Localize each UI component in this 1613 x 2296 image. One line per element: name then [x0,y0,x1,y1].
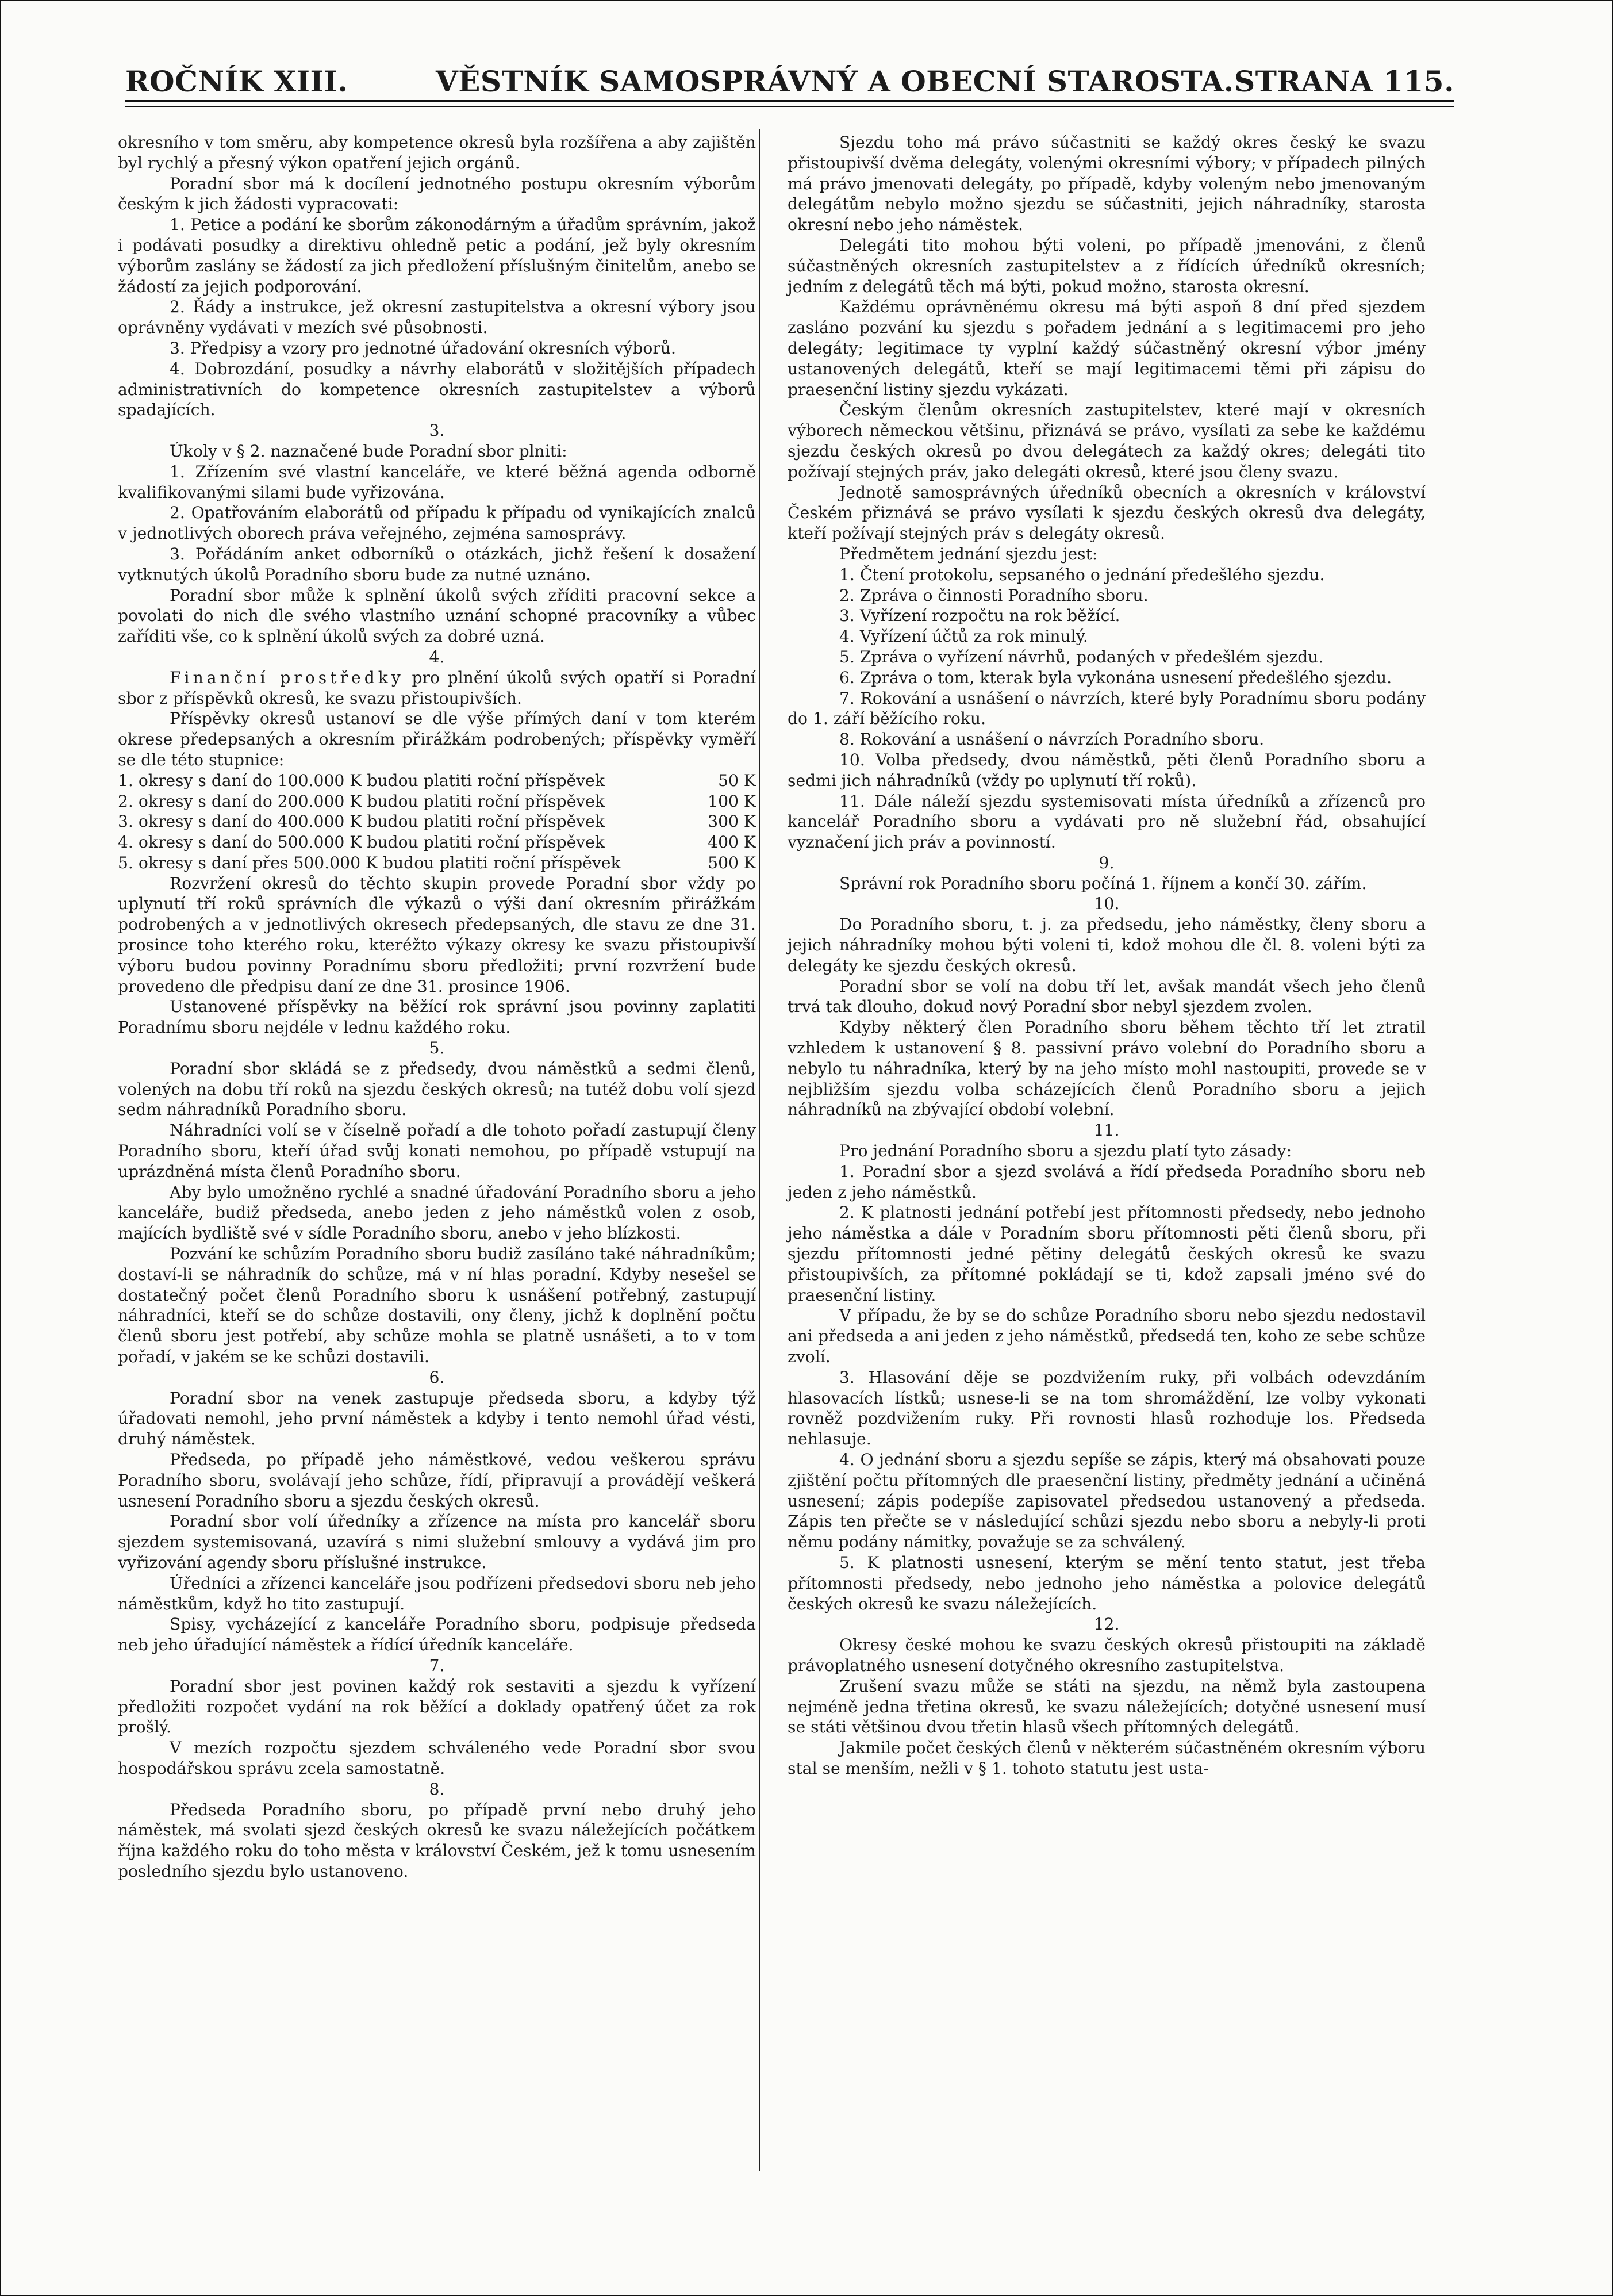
section-number: 5. [429,1038,445,1058]
paragraph-text: pro plnění úkolů svých opatří si Poradní sbor z příspěvků okresů, ke svazu přistoupivších. [118,668,756,708]
list-item: 1. Petice a podání ke sborům zákonodárným a úřadům správním, jakož i podávati posudky a direktivu ohledně petic a podání, jež byly okresním výborům zaslány se žádostí za jich předložení příslušným činitelům, anebo se žádostí za jejich podporování. [118,215,756,296]
paragraph: Jakmile počet českých členů v některém súčastněném okresním výboru stal se menším, nežli v § 1. tohoto statutu jest usta- [788,1738,1426,1778]
header-rule-thin [125,106,1454,107]
paragraph [118,668,756,709]
list-item: 10. Volba předsedy, dvou náměstků, pěti členů Poradního sboru a sedmi jich náhradníků (vždy po uplynutí tří roků). [788,750,1426,790]
paragraph: Správní rok Poradního sboru počíná 1. říjnem a končí 30. zářím. [839,873,1367,893]
list-item: 7. Rokování a usnášení o návrzích, které byly Poradnímu sboru podány do 1. září běžícího roku. [788,688,1426,729]
list-item: 5. Zpráva o vyřízení návrhů, podaných v předešlém sjezdu. [839,647,1324,666]
paragraph: Předseda, po případě jeho náměstkové, vedou veškerou správu Poradního sboru, svolávají jeho schůze, řídí, připravují a provádějí veškerá usnesení Poradního sboru a sjezdu českých okresů. [118,1450,756,1511]
list-item: 1. Poradní sbor a sjezd svolává a řídí předseda Poradního sboru neb jeden z jeho náměstků. [788,1162,1426,1202]
contribution-row [118,771,756,791]
list-item: 8. Rokování a usnášení o návrzích Poradního sboru. [839,730,1265,749]
paragraph: V případu, že by se do schůze Poradního sboru nebo sjezdu nedostavil ani předseda a ani jeden z jeho náměstků, předsedá ten, koho ze sebe schůze zvolí. [788,1306,1426,1367]
paragraph: Rozvržení okresů do těchto skupin provede Poradní sbor vždy po uplynutí tří roků správních dle výkazů o výši daní okresním přirážkám podrobených a v jednotlivých okresech předepsaných, dle stavu ze dne 31. prosince toho kterého roku, kteréžto výkazy okresy ke svazu přistoupivší výboru budou povinny Poradnímu sboru předložiti; první rozvržení bude provedeno dle předpisu daní ze dne 31. prosince 1906. [118,873,756,996]
paragraph: Náhradníci volí se v číselně pořadí a dle tohoto pořadí zastupují členy Poradního sboru, kteří úřad svůj konati nemohou, po případě vstupují na uprázdněná místa členů Poradního sboru. [118,1121,756,1181]
section-number: 6. [429,1367,445,1387]
contribution-amount: 100 K [708,791,756,811]
list-item: 4. O jednání sboru a sjezdu sepíše se zápis, který má obsahovati pouze zjištění počtu přítomných dle praesenční listiny, předměty jednání a učiněná usnesení; zápis podepíše zapisovatel předsedou ustanovený a předseda. Zápis ten přečte se v následující schůzi sjezdu nebo sboru a nebyly-li proti němu podány námitky, považuje se za schválený. [788,1450,1426,1552]
section-number: 12. [1093,1615,1120,1634]
right-column [788,132,1426,1779]
list-item: 5. K platnosti usnesení, kterým se mění tento statut, jest třeba přítomnosti předsedy, nebo jednoho jeho náměstka a polovice delegátů českých okresů ke svazu náležejících. [788,1553,1426,1613]
list-item: 4. Dobrozdání, posudky a návrhy elaborátů v složitějších případech administrativních do kompetence okresních zastupitelstev a výborů spadajících. [118,359,756,420]
column-divider [759,129,760,2171]
list-item: 3. Hlasování děje se pozdvižením ruky, při volbách odevzdáním hlasovacích lístků; usnese-li se na tom shromáždění, lze volby vykonati rovněž pozdvižením ruky. Při rovnosti hlasů rozhoduje los. Předseda nehlasuje. [788,1367,1426,1449]
paragraph: Okresy české mohou ke svazu českých okresů přistoupiti na základě právoplatného usnesení dotyčného okresního zastupitelstva. [788,1635,1426,1675]
section-number: 3. [429,421,445,440]
list-item: 2. Opatřováním elaborátů od případu k případu od vynikajících znalců v jednotlivých oborech práva veřejného, zejména samosprávy. [118,503,756,543]
contribution-label: 5. okresy s daní přes 500.000 K budou platiti roční příspěvek [118,853,621,872]
page-number: STRANA 115. [1234,64,1454,98]
list-item: 2. Řády a instrukce, jež okresní zastupitelstva a okresní výbory jsou oprávněny vydávati v mezích své působnosti. [118,297,756,338]
section-number: 10. [1093,894,1120,914]
paragraph: Předmětem jednání sjezdu jest: [839,544,1098,564]
paragraph: Poradní sbor jest povinen každý rok sestaviti a sjezdu k vyřízení předložiti rozpočet vydání na rok běžící a doklady opatřený účet za rok prošlý. [118,1676,756,1737]
paragraph: Kdyby některý člen Poradního sboru během těchto tří let ztratil vzhledem k ustanovení § 8. passivní právo volební do Poradního sboru a nebylo tu náhradníka, který by na jeho místo mohl nastoupiti, provede se v nejbližším sjezdu volba scházejících členů Poradního sboru a jejich náhradníků na zbývající období volební. [788,1018,1426,1120]
contribution-label: 4. okresy s daní do 500.000 K budou platiti roční příspěvek [118,833,605,852]
paragraph: Poradní sbor má k docílení jednotného postupu okresním výborům českým k jich žádosti vypracovati: [118,174,756,214]
paragraph: Úkoly v § 2. naznačené bude Poradní sbor plniti: [170,441,567,461]
paragraph: Poradní sbor může k splnění úkolů svých zříditi pracovní sekce a povolati do nich dle svého vlastního uznání schopné pracovníky a vůbec zaříditi vše, co k splnění úkolů svých za dobré uzná. [118,585,756,646]
paragraph: Sjezdu toho má právo súčastniti se každý okres český ke svazu přistoupivší dvěma delegáty, volenými okresními výbory; v případech pilných má právo jmenovati delegáty, po případě, kdyby voleným nebo jmenovaným delegátům nebylo možno sjezdu se súčastniti, jejich náhradníky, starosta okresní nebo jeho náměstek. [788,133,1426,235]
list-item: 3. Pořádáním anket odborníků o otázkách, jichž řešení k dosažení vytknutých úkolů Poradního sboru bude za nutné uznáno. [118,544,756,584]
paragraph: Příspěvky okresů ustanoví se dle výše přímých daní v tom kterém okrese předepsaných a okresním přirážkám podrobených; příspěvky vyměří se dle této stupnice: [118,709,756,769]
paragraph: Předseda Poradního sboru, po případě první nebo druhý jeho náměstek, má svolati sjezd českých okresů ke svazu náležejících počátkem října každého roku do toho města v království Českém, jež k tomu usnesením posledního sjezdu bylo ustanoveno. [118,1800,756,1881]
paragraph: Delegáti tito mohou býti voleni, po případě jmenováni, z členů súčastněných okresních zastupitelstev a z řídících úředníků okresních; jedním z delegátů těch má býti, pokud možno, starosta okresní. [788,235,1426,296]
contribution-label: 3. okresy s daní do 400.000 K budou platiti roční příspěvek [118,812,605,831]
contribution-amount: 400 K [708,833,756,852]
contribution-amount: 50 K [718,771,756,790]
paragraph: Úředníci a zřízenci kanceláře jsou podřízeni předsedovi sboru neb jeho náměstkům, když ho tito zastupují. [118,1573,756,1613]
page-header [125,58,1454,104]
paragraph: okresního v tom směru, aby kompetence okresů byla rozšířena a aby zajištěn byl rychlý a přesný výkon opatření jejich orgánů. [118,133,756,173]
contribution-row [118,853,756,873]
contribution-label: 2. okresy s daní do 200.000 K budou platiti roční příspěvek [118,791,605,811]
left-column [118,132,756,1882]
contribution-row [118,832,756,853]
section-number: 4. [429,647,445,666]
list-item: 1. Čtení protokolu, sepsaného o jednání předešlého sjezdu. [839,565,1325,584]
header-rule-thick [125,100,1454,102]
paragraph: Ustanovené příspěvky na běžící rok správní jsou povinny zaplatiti Poradnímu sboru nejdéle v lednu každého roku. [118,997,756,1037]
contribution-amount: 500 K [708,853,756,872]
spaced-term: Finanční prostředky [170,668,404,687]
paragraph: Pro jednání Poradního sboru a sjezdu platí tyto zásady: [839,1141,1292,1161]
list-item: 2. K platnosti jednání potřebí jest přítomnosti předsedy, nebo jednoho jeho náměstka a dále v Poradním sboru přítomnosti pěti členů sboru, při sjezdu přítomnosti jedné pětiny delegátů českých okresů ke svazu přistoupivších, za přítomné pokládají se ti, kdož zapsali jméno své do praesenční listiny. [788,1203,1426,1305]
contribution-row [118,811,756,832]
section-number: 11. [1093,1121,1120,1140]
contribution-row [118,791,756,812]
list-item: 11. Dále náleží sjezdu systemisovati místa úředníků a zřízenců pro kancelář Poradního sboru a vydávati pro ně služební řád, obsahující vyznačení jich práv a povinností. [788,791,1426,852]
contribution-amount: 300 K [708,812,756,831]
paragraph: Českým členům okresních zastupitelstev, které mají v okresních výborech německou většinu, přiznává se právo, vysílati za sebe ke každému sjezdu českých okresů po dvou delegátech za každý okres; delegáti tito požívají stejných práv, jako delegáti okresů, které jsou členy svazu. [788,400,1426,481]
list-item: 6. Zpráva o tom, kterak byla vykonána usnesení předešlého sjezdu. [839,668,1392,687]
paragraph: Poradní sbor skládá se z předsedy, dvou náměstků a sedmi členů, volených na dobu tří roků na sjezdu českých okresů; na tutéž dobu volí sjezd sedm náhradníků Poradního sboru. [118,1059,756,1120]
paragraph: Poradní sbor volí úředníky a zřízence na místa pro kancelář sboru sjezdem systemisovaná, uzavírá s nimi služební smlouvy a vydává jim pro vyřizování agendy sboru příslušné instrukce. [118,1512,756,1572]
section-number: 9. [1099,853,1115,872]
paragraph: Poradní sbor se volí na dobu tří let, avšak mandát všech jeho členů trvá tak dlouho, dokud nový Poradní sbor nebyl sjezdem zvolen. [788,976,1426,1017]
list-item: 2. Zpráva o činnosti Poradního sboru. [839,585,1149,605]
list-item: 3. Předpisy a vzory pro jednotné úřadování okresních výborů. [170,338,676,358]
paragraph: Spisy, vycházející z kanceláře Poradního sboru, podpisuje předseda neb jeho úřadující náměstek a řídící úředník kanceláře. [118,1615,756,1655]
paragraph: Aby bylo umožněno rychlé a snadné úřadování Poradního sboru a jeho kanceláře, budiž předseda, anebo jeden z jeho náměstků volen z osob, majících bydliště své v sídle Poradního sboru, anebo v jeho blízkosti. [118,1182,756,1243]
paragraph: Do Poradního sboru, t. j. za předsedu, jeho náměstky, členy sboru a jejich náhradníky mohou býti voleni ti, kdož mohou dle čl. 8. voleni býti za delegáty ke sjezdu českých okresů. [788,915,1426,975]
list-item: 4. Vyřízení účtů za rok minulý. [839,627,1088,646]
volume-number: ROČNÍK XIII. [125,64,348,98]
paragraph: Poradní sbor na venek zastupuje předseda sboru, a kdyby týž úřadovati nemohl, jeho první náměstek a kdyby i tento nemohl úřad vésti, druhý náměstek. [118,1388,756,1449]
journal-title: VĚSTNÍK SAMOSPRÁVNÝ A OBECNÍ STAROSTA. [436,64,1234,98]
list-item: 3. Vyřízení rozpočtu na rok běžící. [839,606,1120,626]
paragraph: Jednotě samosprávných úředníků obecních a okresních v království Českém přiznává se právo vysílati k sjezdu českých okresů dva delegáty, kteří požívají stejných práv s delegáty okresů. [788,482,1426,543]
paragraph: Zrušení svazu může se státi na sjezdu, na němž byla zastoupena nejméně jedna třetina okresů, ke svazu náležejících; dotyčné usnesení musí se státi většinou dvou třetin hlasů všech přítomných delegátů. [788,1676,1426,1737]
section-number: 7. [429,1655,445,1675]
paragraph: Každému oprávněnému okresu má býti aspoň 8 dní před sjezdem zasláno pozvání ku sjezdu s pořadem jednání a s legitimacemi pro jeho delegáty; legitimace ty vyplní každý súčastněný okresní výbor jmény ustanovených delegátů, kteří se mají legitimacemi těmi při zápisu do praesenční listiny sjezdu vykázati. [788,297,1426,399]
paragraph: V mezích rozpočtu sjezdem schváleného vede Poradní sbor svou hospodářskou správu zcela samostatně. [118,1738,756,1778]
paragraph: Pozvání ke schůzím Poradního sboru budiž zasíláno také náhradníkům; dostaví-li se náhradník do schůze, má v ní hlas poradní. Kdyby nesešel se dostatečný počet členů Poradního sboru k usnášení potřebný, zastupují náhradníci, kteří se do schůze dostavili, ony členy, jichž k doplnění počtu členů sboru jest potřebí, aby schůze mohla se platně usnášeti, a to v tom pořadí, v jakém se ke schůzi dostavili. [118,1244,756,1367]
contribution-label: 1. okresy s daní do 100.000 K budou platiti roční příspěvek [118,771,605,790]
section-number: 8. [429,1779,445,1799]
list-item: 1. Zřízením své vlastní kanceláře, ve které běžná agenda odborně kvalifikovanými silami bude vyřizována. [118,462,756,502]
